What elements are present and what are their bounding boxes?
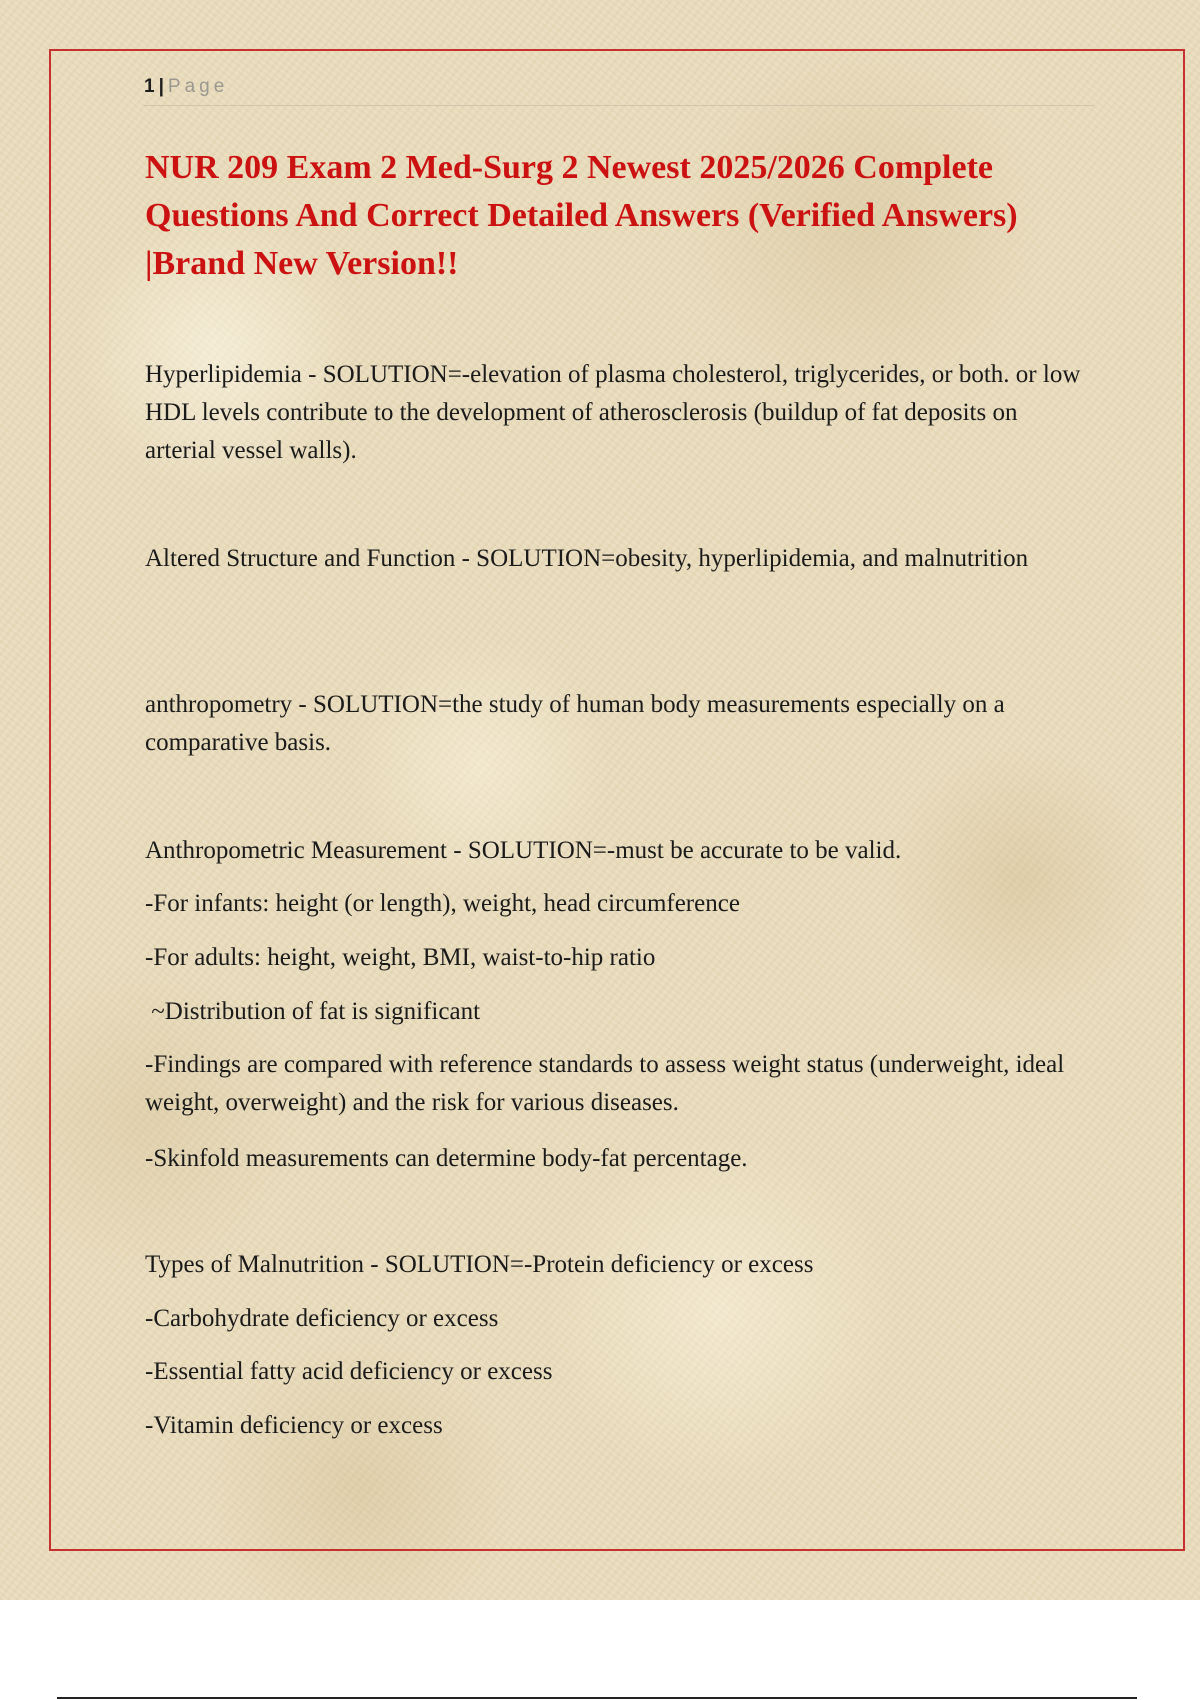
page-header (144, 76, 228, 98)
entry-altered-structure: Altered Structure and Function - SOLUTION=obesity, hyperlipidemia, and malnutrition (145, 545, 1029, 572)
malnutrition-carbohydrate: -Carbohydrate deficiency or excess (145, 1305, 499, 1332)
entry-anthropometry: anthropometry - SOLUTION=the study of human body measurements especially on a comparative basis. (145, 691, 1005, 756)
anthropometric-infants: -For infants: height (or length), weight, head circumference (145, 890, 740, 917)
malnutrition-vitamin: -Vitamin deficiency or excess (145, 1412, 443, 1439)
document-title: NUR 209 Exam 2 Med-Surg 2 Newest 2025/2026 Complete Questions And Correct Detailed Answers (Verified Answers) |Brand New Version!! (145, 149, 1018, 282)
anthropometric-findings: -Findings are compared with reference standards to assess weight status (underweight, ideal weight, overweight) and the risk for various diseases. (145, 1051, 1065, 1116)
entry-anthropometric-measurement: Anthropometric Measurement - SOLUTION=-must be accurate to be valid. (145, 837, 902, 864)
malnutrition-fatty-acid: -Essential fatty acid deficiency or excess (145, 1358, 553, 1385)
page-number: 1 (144, 76, 155, 97)
entry-hyperlipidemia: Hyperlipidemia - SOLUTION=-elevation of plasma cholesterol, triglycerides, or both. or low HDL levels contribute to the development of atherosclerosis (buildup of fat deposits on arterial vessel walls). (145, 361, 1081, 464)
anthropometric-fat-distribution: ~Distribution of fat is significant (145, 998, 481, 1025)
next-page-edge (57, 1697, 1137, 1699)
anthropometric-adults: -For adults: height, weight, BMI, waist-to-hip ratio (145, 944, 656, 971)
header-divider (144, 105, 1094, 106)
anthropometric-skinfold: -Skinfold measurements can determine body-fat percentage. (145, 1145, 748, 1172)
page-separator: | (158, 76, 164, 97)
entry-types-of-malnutrition: Types of Malnutrition - SOLUTION=-Protein deficiency or excess (145, 1251, 814, 1278)
page-label: Page (167, 76, 229, 97)
